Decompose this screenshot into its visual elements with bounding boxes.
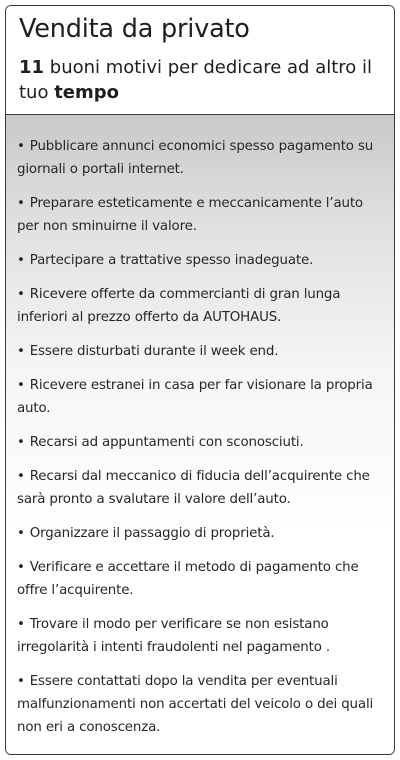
bullet-icon: •	[17, 469, 25, 484]
reason-item	[17, 283, 388, 329]
bullet-icon: •	[17, 344, 25, 359]
bullet-icon: •	[17, 253, 25, 268]
reason-text: Partecipare a trattative spesso inadeguate.	[29, 253, 314, 268]
bullet-icon: •	[17, 196, 25, 211]
reasons-list	[17, 135, 388, 739]
reason-text: Organizzare il passaggio di proprietà.	[29, 526, 275, 541]
reason-item	[17, 340, 388, 363]
reason-item	[17, 431, 388, 454]
reason-item	[17, 135, 388, 181]
reason-item	[17, 556, 388, 602]
bullet-icon: •	[17, 378, 25, 393]
reason-item	[17, 613, 388, 659]
reason-text: Trovare il modo per verificare se non esistano irregolarità i intenti fraudolenti nel pagamento .	[17, 617, 330, 655]
reason-text: Preparare esteticamente e meccanicamente l’auto per non sminuirne il valore.	[17, 196, 363, 234]
subtitle-text: buoni motivi per dedicare ad altro il tuo	[19, 57, 373, 103]
reason-item	[17, 374, 388, 420]
reason-item	[17, 670, 388, 739]
bullet-icon: •	[17, 560, 25, 575]
subtitle-number: 11	[19, 57, 45, 78]
reason-text: Pubblicare annunci economici spesso pagamento su giornali o portali internet.	[17, 139, 374, 177]
reason-text: Essere contattati dopo la vendita per eventuali malfunzionamenti non accertati del veicolo o dei quali non eri a conoscenza.	[17, 674, 374, 735]
reason-text: Recarsi ad appuntamenti con sconosciuti.	[29, 435, 304, 450]
card-subtitle	[19, 55, 384, 105]
reason-text: Ricevere estranei in casa per far visionare la propria auto.	[17, 378, 373, 416]
bullet-icon: •	[17, 526, 25, 541]
bullet-icon: •	[17, 287, 25, 302]
card-title: Vendita da privato	[19, 14, 250, 44]
card-body	[6, 115, 394, 754]
bullet-icon: •	[17, 617, 25, 632]
reason-text: Ricevere offerte da commercianti di gran lunga inferiori al prezzo offerto da AUTOHAUS.	[17, 287, 341, 325]
bullet-icon: •	[17, 435, 25, 450]
bullet-icon: •	[17, 139, 25, 154]
info-card	[5, 5, 395, 755]
subtitle-emphasis: tempo	[54, 82, 120, 103]
reason-text: Verificare e accettare il metodo di pagamento che offre l’acquirente.	[17, 560, 359, 598]
reason-text: Essere disturbati durante il week end.	[29, 344, 279, 359]
reason-item	[17, 465, 388, 511]
reason-text: Recarsi dal meccanico di fiducia dell’acquirente che sarà pronto a svalutare il valore dell’auto.	[17, 469, 370, 507]
reason-item	[17, 522, 388, 545]
card-header	[6, 6, 394, 115]
reason-item	[17, 192, 388, 238]
bullet-icon: •	[17, 674, 25, 689]
reason-item	[17, 249, 388, 272]
